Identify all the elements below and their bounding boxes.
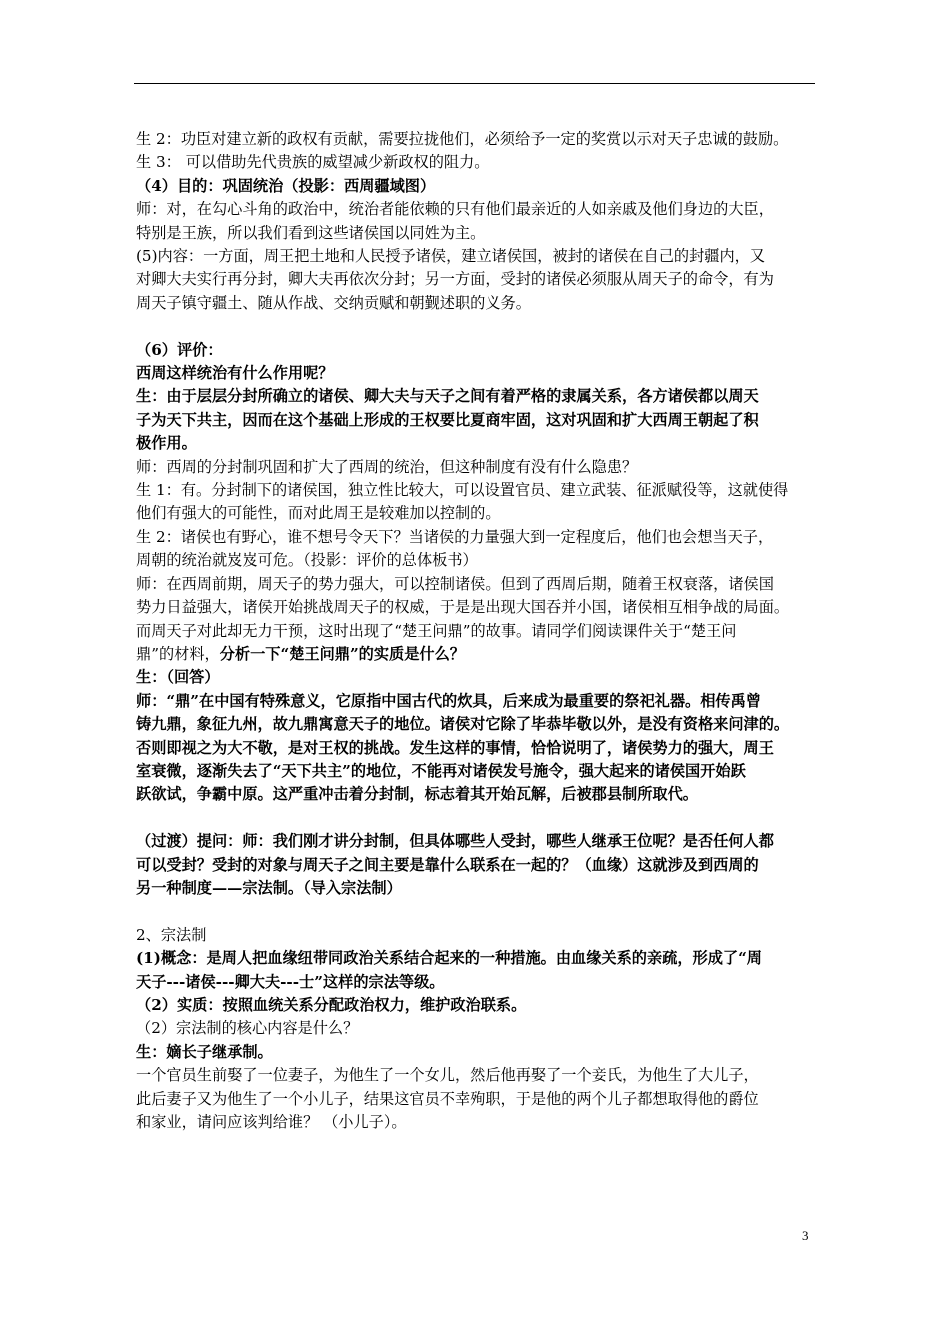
text-line: 师：“鼎”在中国有特殊意义，它原指中国古代的炊具，后来成为最重要的祭祀礼器。相传禹曾	[136, 691, 761, 710]
text-line: 极作用。	[136, 434, 197, 453]
page-number: 3	[802, 1228, 809, 1243]
text-line: （4）目的：巩固统治（投影：西周疆域图）	[136, 176, 436, 195]
text-line: 子为天下共主，因而在这个基础上形成的王权要比夏商牢固，这对巩固和扩大西周王朝起了积	[136, 410, 759, 429]
blank-line	[136, 900, 816, 923]
text-line: (5)内容：一方面，周王把土地和人民授予诸侯，建立诸侯国，被封的诸侯在自己的封疆内，又	[136, 247, 766, 266]
text-line: 周天子镇守疆土、随从作战、交纳贡赋和朝觐述职的义务。	[136, 293, 531, 312]
text-line: 对卿大夫实行再分封，卿大夫再依次分封；另一方面，受封的诸侯必须服从周天子的命令，有为	[136, 270, 774, 289]
text-line: 生 2：功臣对建立新的政权有贡献，需要拉拢他们，必须给予一定的奖赏以示对天子忠诚的鼓励。	[136, 130, 789, 148]
header-rule	[134, 83, 815, 84]
text-line: 生 3： 可以借助先代贵族的威望减少新政权的阻力。	[136, 153, 490, 172]
text-line: 生 2：诸侯也有野心，谁不想号令天下？当诸侯的力量强大到一定程度后，他们也会想当天子，	[136, 527, 774, 546]
text-line: 势力日益强大，诸侯开始挑战周天子的权威，于是是出现大国吞并小国，诸侯相互相争战的局面。	[136, 598, 790, 617]
text-line: 师：对，在勾心斗角的政治中，统治者能依赖的只有他们最亲近的人如亲戚及他们身边的大臣，	[136, 200, 774, 219]
text-line: （6）评价：	[136, 340, 223, 359]
text-line: 周朝的统治就岌岌可危。（投影：评价的总体板书）	[136, 551, 478, 570]
text-line: （过渡）提问：师：我们刚才讲分封制，但具体哪些人受封，哪些人继承王位呢？是否任何人都	[136, 832, 774, 851]
text-line: 特别是王族，所以我们看到这些诸侯国以同姓为主。	[136, 223, 486, 242]
text-line: 生：（回答）	[136, 668, 220, 687]
text-line: 室衰微，逐渐失去了“天下共主”的地位，不能再对诸侯发号施令，强大起来的诸侯国开始跃	[136, 761, 746, 780]
text-line: 铸九鼎，象征九州，故九鼎寓意天子的地位。诸侯对它除了毕恭毕敬以外，是没有资格来问津的。	[136, 715, 790, 734]
text-line: 跃欲试，争霸中原。这严重冲击着分封制，标志着其开始瓦解，后被郡县制所取代。	[136, 785, 698, 804]
text-line: (1)概念：是周人把血缘纽带同政治关系结合起来的一种措施。由血缘关系的亲疏，形成了“周	[136, 949, 762, 968]
text-line: 师：在西周前期，周天子的势力强大，可以控制诸侯。但到了西周后期，随着王权衰落，诸侯国	[136, 574, 774, 593]
text-line: 和家业，请问应该判给谁？ （小儿子）。	[136, 1113, 407, 1132]
text-line: 鼎”的材料，分析一下“楚王问鼎”的实质是什么？	[136, 644, 465, 663]
text-line: 另一种制度——宗法制。（导入宗法制）	[136, 878, 402, 897]
text-line: 生：由于层层分封所确立的诸侯、卿大夫与天子之间有着严格的隶属关系，各方诸侯都以周天	[136, 387, 759, 406]
text-line: 生：嫡长子继承制。	[136, 1042, 273, 1061]
text-line: 师：西周的分封制巩固和扩大了西周的统治，但这种制度有没有什么隐患？	[136, 457, 638, 476]
bold-phrase: 分析一下“楚王问鼎”的实质是什么？	[219, 644, 465, 663]
text-line: 生 1：有。分封制下的诸侯国，独立性比较大，可以设置官员、建立武装、征派赋役等，这就使得	[136, 481, 789, 500]
blank-line	[136, 807, 816, 830]
text-line: 否则即视之为大不敬，是对王权的挑战。发生这样的事情，恰恰说明了，诸侯势力的强大，周王	[136, 738, 774, 757]
text-line: （2）实质：按照血统关系分配政治权力，维护政治联系。	[136, 995, 527, 1014]
text-line: 2、宗法制	[136, 925, 207, 944]
text-line: （2）宗法制的核心内容是什么？	[136, 1019, 359, 1038]
text-line: 此后妻子又为他生了一个小儿子，结果这官员不幸殉职，于是他的两个儿子都想取得他的爵位	[136, 1089, 759, 1108]
text-line: 可以受封？受封的对象与周天子之间主要是靠什么联系在一起的？（血缘）这就涉及到西周的	[136, 855, 759, 874]
blank-line	[136, 315, 816, 338]
document-body	[136, 128, 816, 1134]
text-line: 西周这样统治有什么作用呢？	[136, 364, 334, 383]
text-line: 天子---诸侯---卿大夫---士”这样的宗法等级。	[136, 972, 445, 991]
text-line: 而周天子对此却无力干预，这时出现了“楚王问鼎”的故事。请同学们阅读课件关于“楚王问	[136, 621, 737, 640]
text-line: 他们有强大的可能性，而对此周王是较难加以控制的。	[136, 504, 501, 523]
text-line: 一个官员生前娶了一位妻子，为他生了一个女儿，然后他再娶了一个妾氏，为他生了大儿子，	[136, 1066, 759, 1085]
